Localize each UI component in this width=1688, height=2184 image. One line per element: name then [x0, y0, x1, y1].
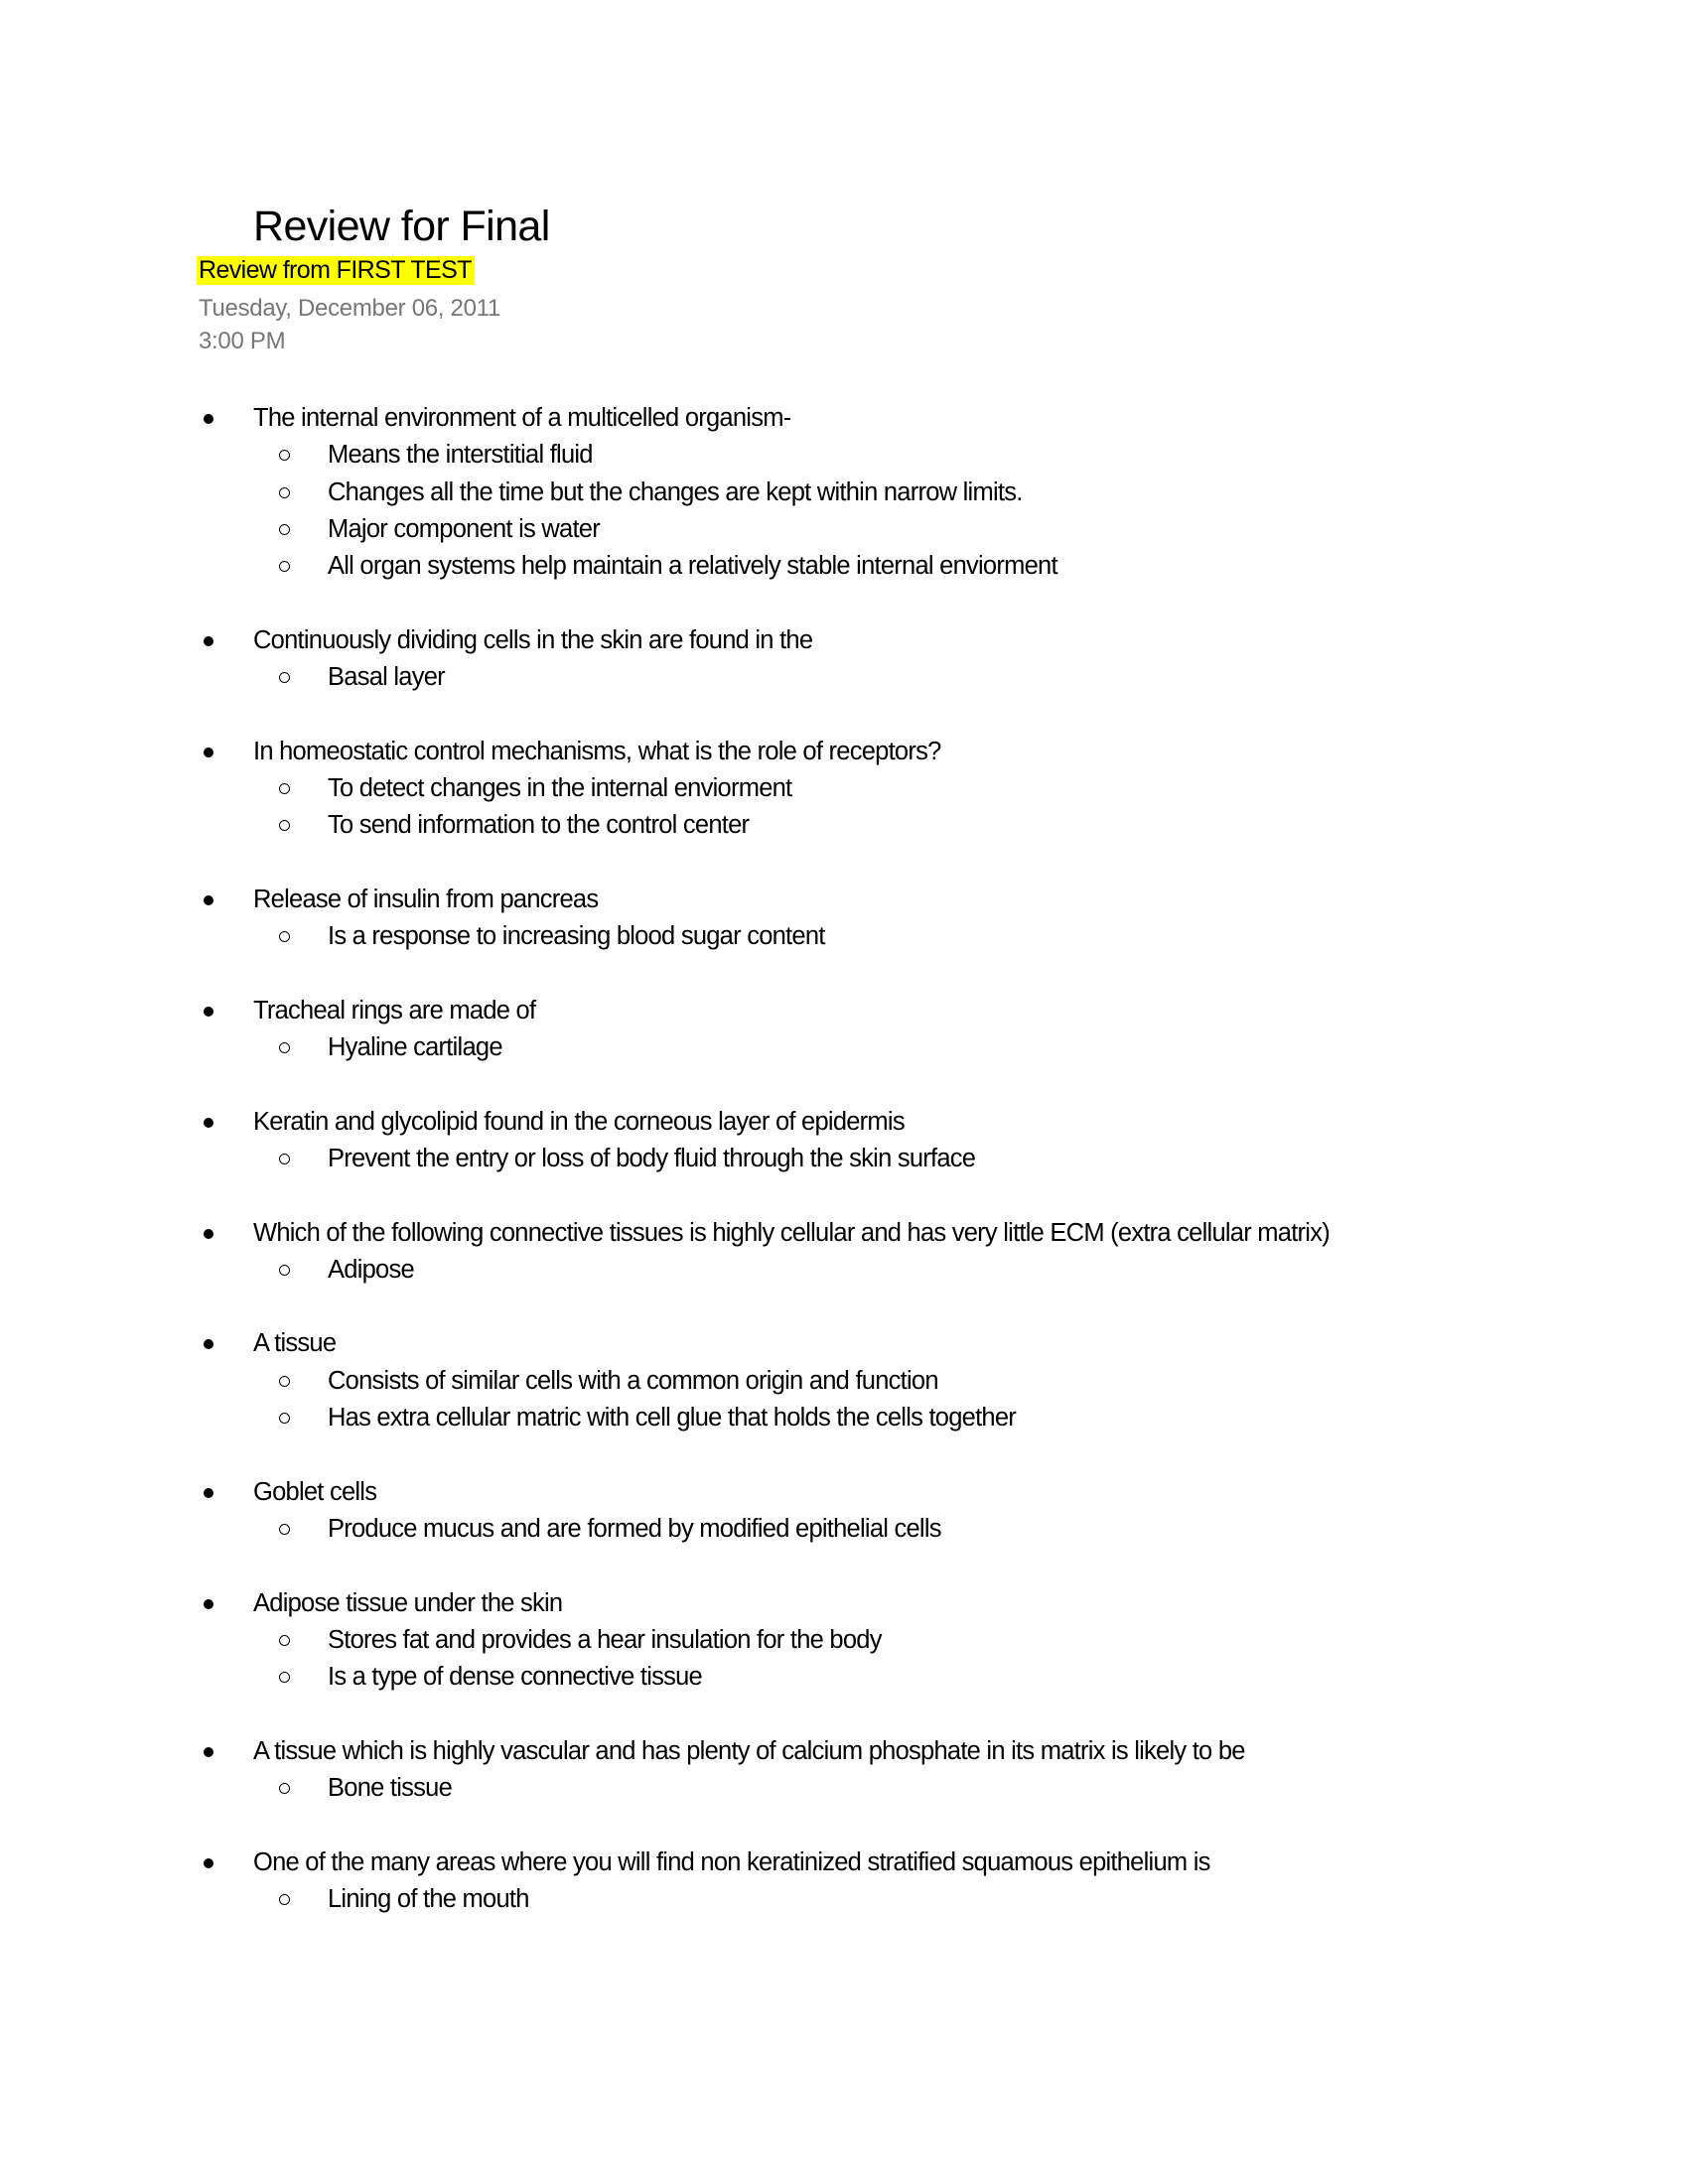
note-group — [0, 1325, 1688, 1436]
answer-text: To send information to the control center — [328, 811, 750, 840]
list-subitem[interactable] — [0, 1622, 1688, 1659]
list-subitem[interactable] — [0, 1252, 1688, 1289]
list-subitem[interactable] — [0, 511, 1688, 548]
question-text: One of the many areas where you will find non keratinized stratified squamous epithelium is — [253, 1847, 1210, 1876]
list-subitem[interactable] — [0, 1400, 1688, 1436]
list-item[interactable] — [0, 1325, 1688, 1362]
hollow-bullet-icon — [279, 783, 290, 794]
note-group — [0, 882, 1688, 956]
hollow-bullet-icon — [279, 1265, 290, 1276]
hollow-bullet-icon — [279, 487, 290, 498]
list-subitem[interactable] — [0, 1881, 1688, 1918]
bullet-icon — [204, 1007, 213, 1017]
hollow-bullet-icon — [279, 1376, 290, 1387]
note-group — [0, 400, 1688, 585]
hollow-bullet-icon — [279, 1042, 290, 1053]
question-text: In homeostatic control mechanisms, what is the role of receptors? — [253, 737, 941, 765]
note-group — [0, 1474, 1688, 1549]
list-item[interactable] — [0, 1844, 1688, 1881]
list-subitem[interactable] — [0, 659, 1688, 696]
question-text: The internal environment of a multicelled organism- — [253, 404, 791, 432]
bullet-icon — [204, 748, 213, 757]
bullet-icon — [204, 1858, 213, 1868]
hollow-bullet-icon — [279, 561, 290, 572]
list-subitem[interactable] — [0, 475, 1688, 511]
bullet-icon — [204, 1229, 213, 1239]
page-title[interactable]: Review for Final — [253, 203, 550, 250]
bullet-icon — [204, 1488, 213, 1498]
list-subitem[interactable] — [0, 1659, 1688, 1696]
hollow-bullet-icon — [279, 1413, 290, 1424]
question-text: A tissue which is highly vascular and has plenty of calcium phosphate in its matrix is likely to be — [253, 1736, 1245, 1765]
hollow-bullet-icon — [279, 1524, 290, 1535]
note-date: Tuesday, December 06, 2011 — [199, 295, 500, 322]
answer-text: Consists of similar cells with a common origin and function — [328, 1366, 938, 1395]
note-group — [0, 993, 1688, 1067]
list-subitem[interactable] — [0, 437, 1688, 474]
note-group — [0, 1215, 1688, 1290]
note-group — [0, 734, 1688, 845]
hollow-bullet-icon — [279, 931, 290, 942]
answer-text: Is a response to increasing blood sugar content — [328, 922, 825, 951]
list-item[interactable] — [0, 622, 1688, 659]
notes-list — [0, 400, 1688, 1955]
list-subitem[interactable] — [0, 1770, 1688, 1807]
answer-text: Produce mucus and are formed by modified epithelial cells — [328, 1514, 941, 1543]
note-group — [0, 622, 1688, 697]
hollow-bullet-icon — [279, 672, 290, 683]
list-item[interactable] — [0, 1104, 1688, 1141]
list-item[interactable] — [0, 993, 1688, 1029]
list-item[interactable] — [0, 734, 1688, 770]
hollow-bullet-icon — [279, 1672, 290, 1683]
bullet-icon — [204, 636, 213, 646]
answer-text: Stores fat and provides a hear insulation for the body — [328, 1625, 882, 1654]
answer-text: Major component is water — [328, 514, 600, 543]
list-subitem[interactable] — [0, 918, 1688, 955]
list-item[interactable] — [0, 1215, 1688, 1252]
hollow-bullet-icon — [279, 1894, 290, 1905]
list-item[interactable] — [0, 400, 1688, 437]
hollow-bullet-icon — [279, 1154, 290, 1164]
note-group — [0, 1733, 1688, 1808]
answer-text: Adipose — [328, 1255, 414, 1284]
note-group — [0, 1844, 1688, 1919]
answer-text: To detect changes in the internal enviorment — [328, 773, 792, 802]
list-subitem[interactable] — [0, 1029, 1688, 1066]
question-text: Continuously dividing cells in the skin are found in the — [253, 625, 813, 654]
answer-text: Has extra cellular matric with cell glue that holds the cells together — [328, 1404, 1017, 1433]
answer-text: Lining of the mouth — [328, 1884, 529, 1913]
question-text: Goblet cells — [253, 1477, 377, 1506]
question-text: Tracheal rings are made of — [253, 996, 536, 1024]
list-subitem[interactable] — [0, 807, 1688, 844]
hollow-bullet-icon — [279, 1783, 290, 1794]
hollow-bullet-icon — [279, 1635, 290, 1646]
bullet-icon — [204, 895, 213, 905]
question-text: Adipose tissue under the skin — [253, 1588, 563, 1617]
list-item[interactable] — [0, 1585, 1688, 1622]
list-subitem[interactable] — [0, 548, 1688, 585]
list-item[interactable] — [0, 882, 1688, 918]
question-text: Release of insulin from pancreas — [253, 885, 599, 913]
note-time: 3:00 PM — [199, 328, 286, 354]
question-text: Which of the following connective tissues is highly cellular and has very little ECM (extra cellular matrix) — [253, 1218, 1330, 1247]
answer-text: Basal layer — [328, 663, 445, 692]
question-text: Keratin and glycolipid found in the corneous layer of epidermis — [253, 1107, 905, 1136]
answer-text: Changes all the time but the changes are kept within narrow limits. — [328, 478, 1023, 506]
answer-text: Hyaline cartilage — [328, 1033, 502, 1062]
list-subitem[interactable] — [0, 1141, 1688, 1177]
list-subitem[interactable] — [0, 770, 1688, 807]
answer-text: All organ systems help maintain a relatively stable internal enviorment — [328, 552, 1057, 581]
list-subitem[interactable] — [0, 1511, 1688, 1548]
note-group — [0, 1585, 1688, 1697]
list-item[interactable] — [0, 1733, 1688, 1770]
bullet-icon — [204, 414, 213, 424]
note-group — [0, 1104, 1688, 1178]
bullet-icon — [204, 1599, 213, 1609]
hollow-bullet-icon — [279, 450, 290, 461]
question-text: A tissue — [253, 1329, 337, 1358]
answer-text: Bone tissue — [328, 1773, 453, 1802]
hollow-bullet-icon — [279, 820, 290, 831]
list-subitem[interactable] — [0, 1363, 1688, 1400]
bullet-icon — [204, 1118, 213, 1128]
list-item[interactable] — [0, 1474, 1688, 1511]
hollow-bullet-icon — [279, 524, 290, 535]
bullet-icon — [204, 1339, 213, 1349]
answer-text: Is a type of dense connective tissue — [328, 1663, 702, 1692]
bullet-icon — [204, 1747, 213, 1757]
answer-text: Prevent the entry or loss of body fluid through the skin surface — [328, 1144, 976, 1172]
answer-text: Means the interstitial fluid — [328, 441, 593, 470]
highlighted-subtitle[interactable]: Review from FIRST TEST — [197, 256, 475, 285]
